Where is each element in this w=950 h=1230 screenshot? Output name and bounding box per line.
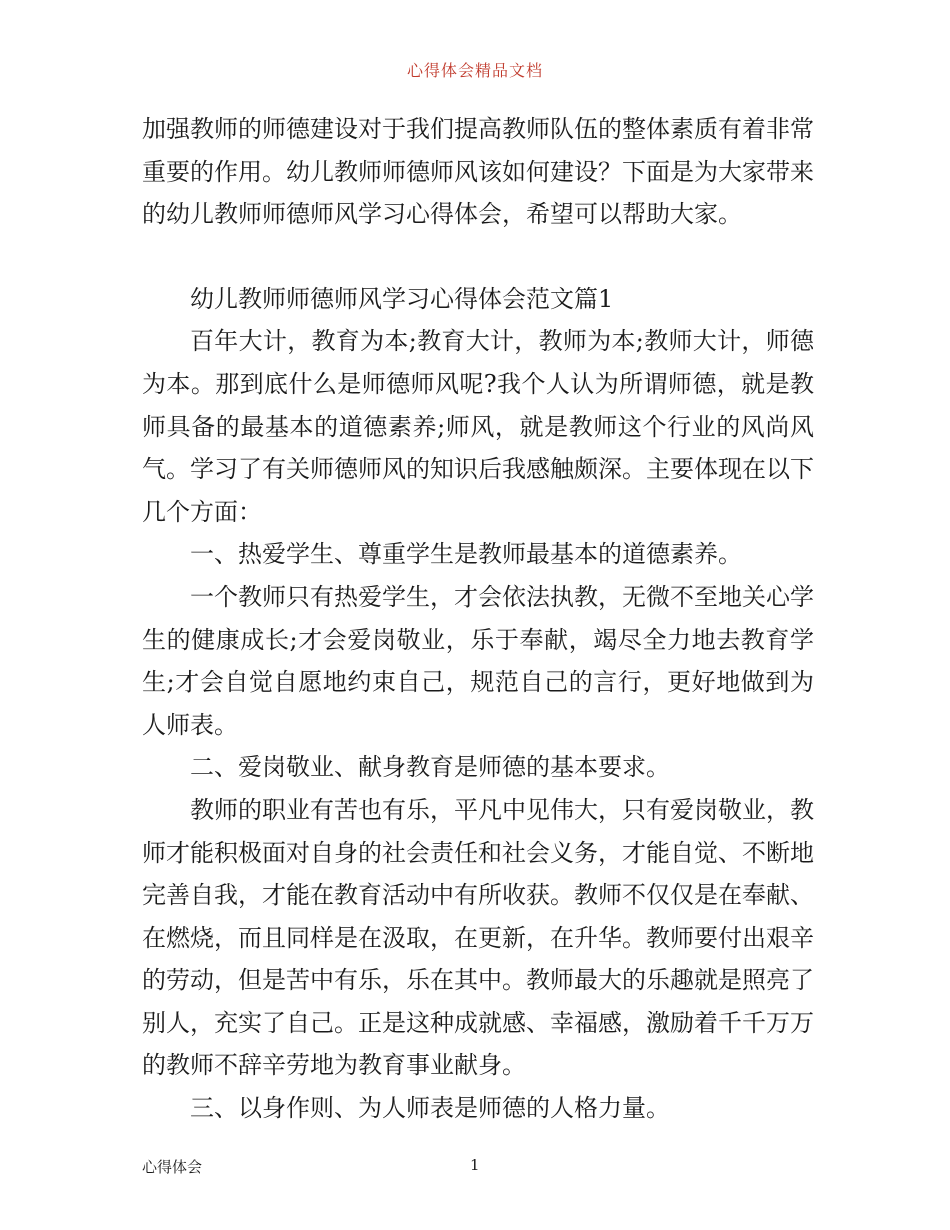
document-body (142, 108, 814, 1130)
heading-point-2: 二、爱岗敬业、献身教育是师德的基本要求。 (190, 753, 670, 782)
page-header-title: 心得体会精品文档 (406, 61, 543, 80)
body-paragraph-2: 一个教师只有热爱学生，才会依法执教，无微不至地关心学生的健康成长;才会爱岗敬业，乐于奉献，竭尽全力地去教育学生;才会自觉自愿地约束自己，规范自己的言行，更好地做到为人师表。 (142, 582, 814, 739)
section-title: 幼儿教师师德师风学习心得体会范文篇1 (190, 284, 614, 313)
body-paragraph-1: 百年大计，教育为本;教育大计，教师为本;教师大计，师德为本。那到底什么是师德师风呢?我个人认为所谓师德，就是教师具备的最基本的道德素养;师风，就是教师这个行业的风尚风气。学习了有关师德师风的知识后我感触颇深。主要体现在以下几个方面： (142, 327, 814, 526)
intro-paragraph: 加强教师的师德建设对于我们提高教师队伍的整体素质有着非常重要的作用。幼儿教师师德师风该如何建设？下面是为大家带来的幼儿教师师德师风学习心得体会，希望可以帮助大家。 (142, 115, 814, 229)
heading-point-1: 一、热爱学生、尊重学生是教师最基本的道德素养。 (190, 540, 742, 569)
footer-label: 心得体会 (142, 1158, 203, 1176)
page-number: 1 (470, 1156, 480, 1174)
heading-point-3: 三、以身作则、为人师表是师德的人格力量。 (190, 1094, 670, 1123)
body-paragraph-3: 教师的职业有苦也有乐，平凡中见伟大，只有爱岗敬业，教师才能积极面对自身的社会责任和社会义务，才能自觉、不断地完善自我，才能在教育活动中有所收获。教师不仅仅是在奉献、在燃烧，而且同样是在汲取，在更新，在升华。教师要付出艰辛的劳动，但是苦中有乐，乐在其中。教师最大的乐趣就是照亮了别人，充实了自己。正是这种成就感、幸福感，激励着千千万万的教师不辞辛劳地为教育事业献身。 (142, 795, 814, 1080)
